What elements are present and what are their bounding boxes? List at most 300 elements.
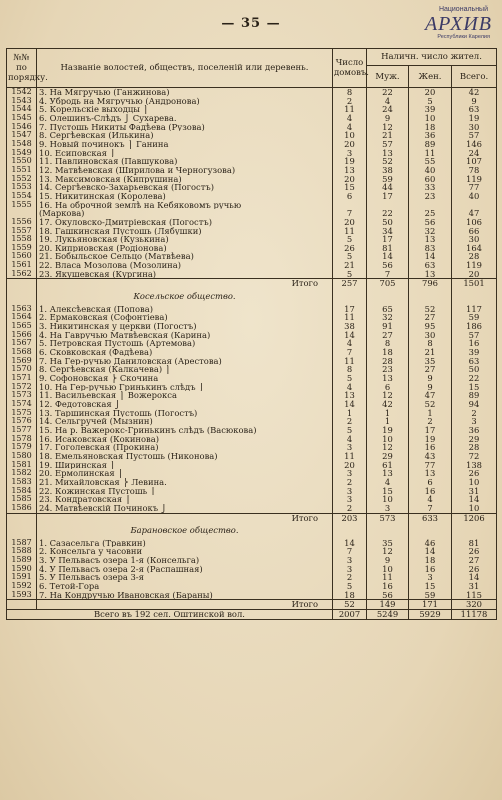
- male-count: 17: [367, 192, 409, 201]
- total-count: 27: [452, 556, 497, 565]
- male-count: 11: [367, 573, 409, 582]
- female-count: 56: [409, 218, 452, 227]
- row-number: 1571: [7, 374, 37, 383]
- settlement-name: 7. Пустошь Никиты Фадѣева (Рузова): [37, 123, 333, 132]
- total-count: 72: [452, 452, 497, 461]
- row-number: 1557: [7, 227, 37, 236]
- table-row: [7, 305, 497, 314]
- header-total: Всего.: [452, 66, 497, 88]
- male-count: 32: [367, 313, 409, 322]
- male-count: 7: [367, 270, 409, 279]
- female-count: 35: [409, 357, 452, 366]
- settlement-name: 14. Сергѣевско-Захарьевская (Погостъ): [37, 183, 333, 192]
- table-row: [7, 209, 497, 218]
- houses-count: 3: [333, 443, 367, 452]
- table-row: [7, 339, 497, 348]
- female-count: 18: [409, 556, 452, 565]
- row-number: [7, 526, 37, 535]
- subtotal-label: Итого: [37, 600, 333, 610]
- total-count: 10: [452, 504, 497, 513]
- settlement-name: 18. Емельяновская Пустошь (Никонова): [37, 452, 333, 461]
- row-number: 1553: [7, 183, 37, 192]
- houses-count: 20: [333, 461, 367, 470]
- female-count: 36: [409, 131, 452, 140]
- row-number: 1554: [7, 192, 37, 201]
- table-row: [7, 175, 497, 184]
- total-count: 30: [452, 123, 497, 132]
- female-count: 32: [409, 227, 452, 236]
- empty-cell: [333, 292, 367, 301]
- table-row: [7, 365, 497, 374]
- settlement-name: 5. Петровская Пустошь (Артемова): [37, 339, 333, 348]
- total-count: 40: [452, 192, 497, 201]
- table-row: [7, 227, 497, 236]
- female-count: 77: [409, 461, 452, 470]
- settlement-name: 20. Ермолинская ⎪: [37, 469, 333, 478]
- section-title: Барановское общество.: [37, 526, 333, 535]
- settlement-name: 2. Ермаковская (Софонтіева): [37, 313, 333, 322]
- settlement-name: 13. Таршинская Пустошь (Погостъ): [37, 409, 333, 418]
- male-count: 28: [367, 357, 409, 366]
- table-row: [7, 105, 497, 114]
- settlement-name: 1. Сазасельга (Травкин): [37, 539, 333, 548]
- table-row: [7, 348, 497, 357]
- female-count: 95: [409, 322, 452, 331]
- houses-count: 10: [333, 131, 367, 140]
- table-row: [7, 556, 497, 565]
- table-row: [7, 409, 497, 418]
- houses-count: [333, 201, 367, 210]
- male-count: 91: [367, 322, 409, 331]
- empty-cell: [367, 292, 409, 301]
- header-houses: Число домовъ.: [333, 49, 367, 88]
- male-count: 9: [367, 114, 409, 123]
- logo-line-2: АРХИВ: [424, 13, 492, 35]
- table-row: [7, 131, 497, 140]
- settlement-name: 12. Федотовская ⎭: [37, 400, 333, 409]
- female-count: 46: [409, 539, 452, 548]
- row-number: 1550: [7, 157, 37, 166]
- row-number: 1568: [7, 348, 37, 357]
- row-number: [7, 513, 37, 522]
- houses-count: 4: [333, 123, 367, 132]
- settlement-name: 4. У Пельвасъ озера 2-я (Распашная): [37, 565, 333, 574]
- female-count: 171: [409, 600, 452, 610]
- row-number: 1556: [7, 218, 37, 227]
- row-number: 1580: [7, 452, 37, 461]
- male-count: 22: [367, 209, 409, 218]
- settlement-name: 11. Павлиновская (Павшукова): [37, 157, 333, 166]
- settlement-name: 12. Матвѣевская (Ширилова и Черногузова): [37, 166, 333, 175]
- row-number: 1560: [7, 252, 37, 261]
- female-count: 59: [409, 591, 452, 600]
- row-number: [7, 600, 37, 610]
- table-row: [7, 183, 497, 192]
- male-count: 4: [367, 478, 409, 487]
- houses-count: 5: [333, 582, 367, 591]
- row-number: 1581: [7, 461, 37, 470]
- total-count: [452, 201, 497, 210]
- settlement-name: 3. У Пельвасъ озера 1-я (Консельга): [37, 556, 333, 565]
- male-count: 19: [367, 426, 409, 435]
- total-count: 14: [452, 495, 497, 504]
- houses-count: 11: [333, 313, 367, 322]
- male-count: 42: [367, 400, 409, 409]
- female-count: 40: [409, 166, 452, 175]
- header-male: Муж.: [367, 66, 409, 88]
- male-count: 12: [367, 123, 409, 132]
- settlement-name: 9. Новый починокъ ⎫ Ганина: [37, 140, 333, 149]
- row-number: 1588: [7, 547, 37, 556]
- total-count: 22: [452, 374, 497, 383]
- settlement-name: 21. Михайловская ⎬ Левина.: [37, 478, 333, 487]
- total-count: 186: [452, 322, 497, 331]
- female-count: 14: [409, 547, 452, 556]
- houses-count: 1: [333, 409, 367, 418]
- total-count: 89: [452, 391, 497, 400]
- total-count: 117: [452, 305, 497, 314]
- table-row: [7, 461, 497, 470]
- male-count: 6: [367, 383, 409, 392]
- table-row: [7, 417, 497, 426]
- row-number: 1566: [7, 331, 37, 340]
- male-count: 13: [367, 374, 409, 383]
- total-count: 31: [452, 582, 497, 591]
- male-count: 13: [367, 149, 409, 158]
- male-count: 29: [367, 452, 409, 461]
- section-heading-row: [7, 292, 497, 301]
- settlement-name: 16. На оброчной землѣ на Кебяковомъ ручью: [37, 201, 333, 210]
- total-count: 50: [452, 365, 497, 374]
- total-count: 138: [452, 461, 497, 470]
- row-number: 1579: [7, 443, 37, 452]
- table-row: [7, 166, 497, 175]
- male-count: 27: [367, 331, 409, 340]
- total-count: 119: [452, 261, 497, 270]
- settlement-name: 7. На Гер-ручью Даниловская (Арестова): [37, 357, 333, 366]
- table-row: [7, 391, 497, 400]
- settlement-name: 8. Сергѣевская (Калкачева) ⎫: [37, 365, 333, 374]
- total-count: 115: [452, 591, 497, 600]
- row-number: [7, 279, 37, 288]
- female-count: 17: [409, 426, 452, 435]
- houses-count: 8: [333, 88, 367, 97]
- total-count: 42: [452, 88, 497, 97]
- female-count: 1: [409, 409, 452, 418]
- table-row: [7, 374, 497, 383]
- total-count: 11178: [452, 610, 497, 620]
- grand-total-row: [7, 610, 497, 620]
- houses-count: 13: [333, 391, 367, 400]
- female-count: 10: [409, 114, 452, 123]
- settlement-name: 5. Корельскіе выходцы ⎫: [37, 105, 333, 114]
- total-count: 15: [452, 383, 497, 392]
- row-number: 1592: [7, 582, 37, 591]
- female-count: 83: [409, 244, 452, 253]
- houses-count: 38: [333, 322, 367, 331]
- settlement-name: 2. Консельга у часовни: [37, 547, 333, 556]
- total-count: 59: [452, 313, 497, 322]
- male-count: 57: [367, 140, 409, 149]
- female-count: 6: [409, 478, 452, 487]
- female-count: 52: [409, 400, 452, 409]
- row-number: 1546: [7, 123, 37, 132]
- row-number: 1545: [7, 114, 37, 123]
- female-count: [409, 201, 452, 210]
- total-count: 26: [452, 469, 497, 478]
- table-row: [7, 591, 497, 600]
- houses-count: 3: [333, 495, 367, 504]
- subtotal-row: [7, 279, 497, 288]
- settlement-name: 15. Никитинская (Королева): [37, 192, 333, 201]
- empty-cell: [409, 292, 452, 301]
- table-row: [7, 487, 497, 496]
- houses-count: 3: [333, 469, 367, 478]
- settlement-name: (Маркова): [37, 209, 333, 218]
- row-number: 1589: [7, 556, 37, 565]
- settlement-name: 11. Васильевская ⎫ Вожерокса: [37, 391, 333, 400]
- table-row: [7, 443, 497, 452]
- settlement-name: 3. На Мягручью (Ганжинова): [37, 88, 333, 97]
- male-count: 21: [367, 131, 409, 140]
- houses-count: 2: [333, 417, 367, 426]
- houses-count: 4: [333, 339, 367, 348]
- female-count: 43: [409, 452, 452, 461]
- table-row: [7, 88, 497, 97]
- female-count: 3: [409, 573, 452, 582]
- table-row: [7, 435, 497, 444]
- row-number: 1551: [7, 166, 37, 175]
- female-count: 18: [409, 123, 452, 132]
- female-count: 89: [409, 140, 452, 149]
- houses-count: 11: [333, 357, 367, 366]
- female-count: 21: [409, 348, 452, 357]
- settlement-name: 10. Есиповская ⎭: [37, 149, 333, 158]
- total-count: 66: [452, 227, 497, 236]
- settlement-name: 7. На Кондручью Ивановская (Бараны): [37, 591, 333, 600]
- female-count: 13: [409, 235, 452, 244]
- houses-count: 11: [333, 452, 367, 461]
- total-count: 57: [452, 131, 497, 140]
- subtotal-label: Итого: [37, 513, 333, 522]
- total-count: 119: [452, 175, 497, 184]
- total-count: 1501: [452, 279, 497, 288]
- houses-count: 52: [333, 600, 367, 610]
- total-count: 24: [452, 149, 497, 158]
- male-count: 1: [367, 417, 409, 426]
- houses-count: 20: [333, 140, 367, 149]
- male-count: 14: [367, 252, 409, 261]
- settlement-name: 10. На Гер-ручью Гринькинъ слѣдъ ⎭: [37, 383, 333, 392]
- total-count: 9: [452, 97, 497, 106]
- row-number: 1576: [7, 417, 37, 426]
- female-count: 4: [409, 495, 452, 504]
- section-heading-row: [7, 526, 497, 535]
- table-row: [7, 270, 497, 279]
- houses-count: 14: [333, 539, 367, 548]
- total-count: 63: [452, 357, 497, 366]
- total-count: 31: [452, 487, 497, 496]
- table-row: [7, 218, 497, 227]
- settlement-name: 24. Матвѣевскій Починокъ ⎭: [37, 504, 333, 513]
- row-number: 1582: [7, 469, 37, 478]
- row-number: 1552: [7, 175, 37, 184]
- male-count: 15: [367, 487, 409, 496]
- header-population: Наличн. число жител.: [367, 49, 497, 66]
- settlement-name: 9. Софоновская ⎬ Скочина: [37, 374, 333, 383]
- male-count: 34: [367, 227, 409, 236]
- table-row: [7, 426, 497, 435]
- row-number: 1593: [7, 591, 37, 600]
- table-row: [7, 261, 497, 270]
- table-header: [7, 49, 497, 88]
- row-number: 1584: [7, 487, 37, 496]
- female-count: 39: [409, 105, 452, 114]
- male-count: 16: [367, 582, 409, 591]
- male-count: 52: [367, 157, 409, 166]
- female-count: 27: [409, 313, 452, 322]
- row-number: 1591: [7, 573, 37, 582]
- row-number: [7, 209, 37, 218]
- row-number: 1586: [7, 504, 37, 513]
- total-count: 2: [452, 409, 497, 418]
- houses-count: 14: [333, 331, 367, 340]
- female-count: 27: [409, 365, 452, 374]
- total-count: 77: [452, 183, 497, 192]
- table-row: [7, 201, 497, 210]
- houses-count: 3: [333, 149, 367, 158]
- houses-count: 3: [333, 487, 367, 496]
- total-count: 39: [452, 348, 497, 357]
- total-count: 28: [452, 252, 497, 261]
- row-number: [7, 292, 37, 301]
- female-count: 2: [409, 417, 452, 426]
- total-count: 78: [452, 166, 497, 175]
- row-number: 1577: [7, 426, 37, 435]
- table-row: [7, 331, 497, 340]
- female-count: 13: [409, 270, 452, 279]
- settlement-name: 6. Сковковская (Фадѣева): [37, 348, 333, 357]
- female-count: 11: [409, 149, 452, 158]
- subtotal-row: [7, 513, 497, 522]
- male-count: 149: [367, 600, 409, 610]
- empty-cell: [367, 526, 409, 535]
- male-count: 17: [367, 235, 409, 244]
- houses-count: 5: [333, 235, 367, 244]
- male-count: 12: [367, 547, 409, 556]
- houses-count: 5: [333, 374, 367, 383]
- houses-count: 5: [333, 426, 367, 435]
- table-row: [7, 547, 497, 556]
- table-row: [7, 244, 497, 253]
- male-count: [367, 201, 409, 210]
- settlement-name: 19. Ширинская ⎫: [37, 461, 333, 470]
- subtotal-label: Итого: [37, 279, 333, 288]
- table-row: [7, 539, 497, 548]
- settlement-name: 4. Убродь на Мягручью (Андронова): [37, 97, 333, 106]
- settlement-name: 21. Бобыльское Сельцо (Матвѣева): [37, 252, 333, 261]
- male-count: 24: [367, 105, 409, 114]
- total-count: 14: [452, 573, 497, 582]
- female-count: 16: [409, 487, 452, 496]
- row-number: 1543: [7, 97, 37, 106]
- logo-line-1: Национальный: [438, 6, 488, 13]
- row-number: 1558: [7, 235, 37, 244]
- settlement-name: 6. Олешинъ-Слѣдъ ⎭ Сухарева.: [37, 114, 333, 123]
- settlement-name: 17. Гоголевская (Прокина): [37, 443, 333, 452]
- houses-count: 26: [333, 244, 367, 253]
- female-count: 7: [409, 504, 452, 513]
- settlement-name: 19. Лукьяновская (Кузькина): [37, 235, 333, 244]
- female-count: 9: [409, 383, 452, 392]
- female-count: 20: [409, 88, 452, 97]
- houses-count: 2: [333, 478, 367, 487]
- male-count: 35: [367, 539, 409, 548]
- total-count: 94: [452, 400, 497, 409]
- total-count: 36: [452, 426, 497, 435]
- row-number: 1548: [7, 140, 37, 149]
- row-number: 1542: [7, 88, 37, 97]
- houses-count: 4: [333, 435, 367, 444]
- table-row: [7, 114, 497, 123]
- table-row: [7, 192, 497, 201]
- male-count: 44: [367, 183, 409, 192]
- table-row: [7, 573, 497, 582]
- houses-count: 20: [333, 175, 367, 184]
- total-count: 19: [452, 114, 497, 123]
- row-number: 1567: [7, 339, 37, 348]
- subtotal-row: [7, 600, 497, 610]
- logo-line-3: Республики Карелия: [437, 34, 490, 40]
- settlement-name: 13. Максимовская (Кипрушина): [37, 175, 333, 184]
- row-number: 1574: [7, 400, 37, 409]
- female-count: 60: [409, 175, 452, 184]
- section-title: Косельское общество.: [37, 292, 333, 301]
- settlement-name: 18. Гашкинская Пустошь (Лябушки): [37, 227, 333, 236]
- houses-count: 4: [333, 383, 367, 392]
- male-count: 22: [367, 88, 409, 97]
- settlement-name: 22. Власа Мозолова (Мозолина): [37, 261, 333, 270]
- table-row: [7, 469, 497, 478]
- male-count: 705: [367, 279, 409, 288]
- houses-count: 8: [333, 365, 367, 374]
- row-number: 1572: [7, 383, 37, 392]
- houses-count: 11: [333, 227, 367, 236]
- total-count: 3: [452, 417, 497, 426]
- female-count: 796: [409, 279, 452, 288]
- houses-count: 3: [333, 556, 367, 565]
- male-count: 10: [367, 435, 409, 444]
- row-number: 1587: [7, 539, 37, 548]
- houses-count: 17: [333, 305, 367, 314]
- male-count: 8: [367, 339, 409, 348]
- table-row: [7, 123, 497, 132]
- settlement-name: 14. Сельгручей (Мызнин): [37, 417, 333, 426]
- female-count: 9: [409, 374, 452, 383]
- row-number: 1585: [7, 495, 37, 504]
- male-count: 61: [367, 461, 409, 470]
- table-row: [7, 495, 497, 504]
- table-row: [7, 97, 497, 106]
- male-count: 65: [367, 305, 409, 314]
- female-count: 13: [409, 469, 452, 478]
- houses-count: 5: [333, 252, 367, 261]
- table-row: [7, 140, 497, 149]
- male-count: 3: [367, 504, 409, 513]
- male-count: 59: [367, 175, 409, 184]
- table-row: [7, 452, 497, 461]
- row-number: 1561: [7, 261, 37, 270]
